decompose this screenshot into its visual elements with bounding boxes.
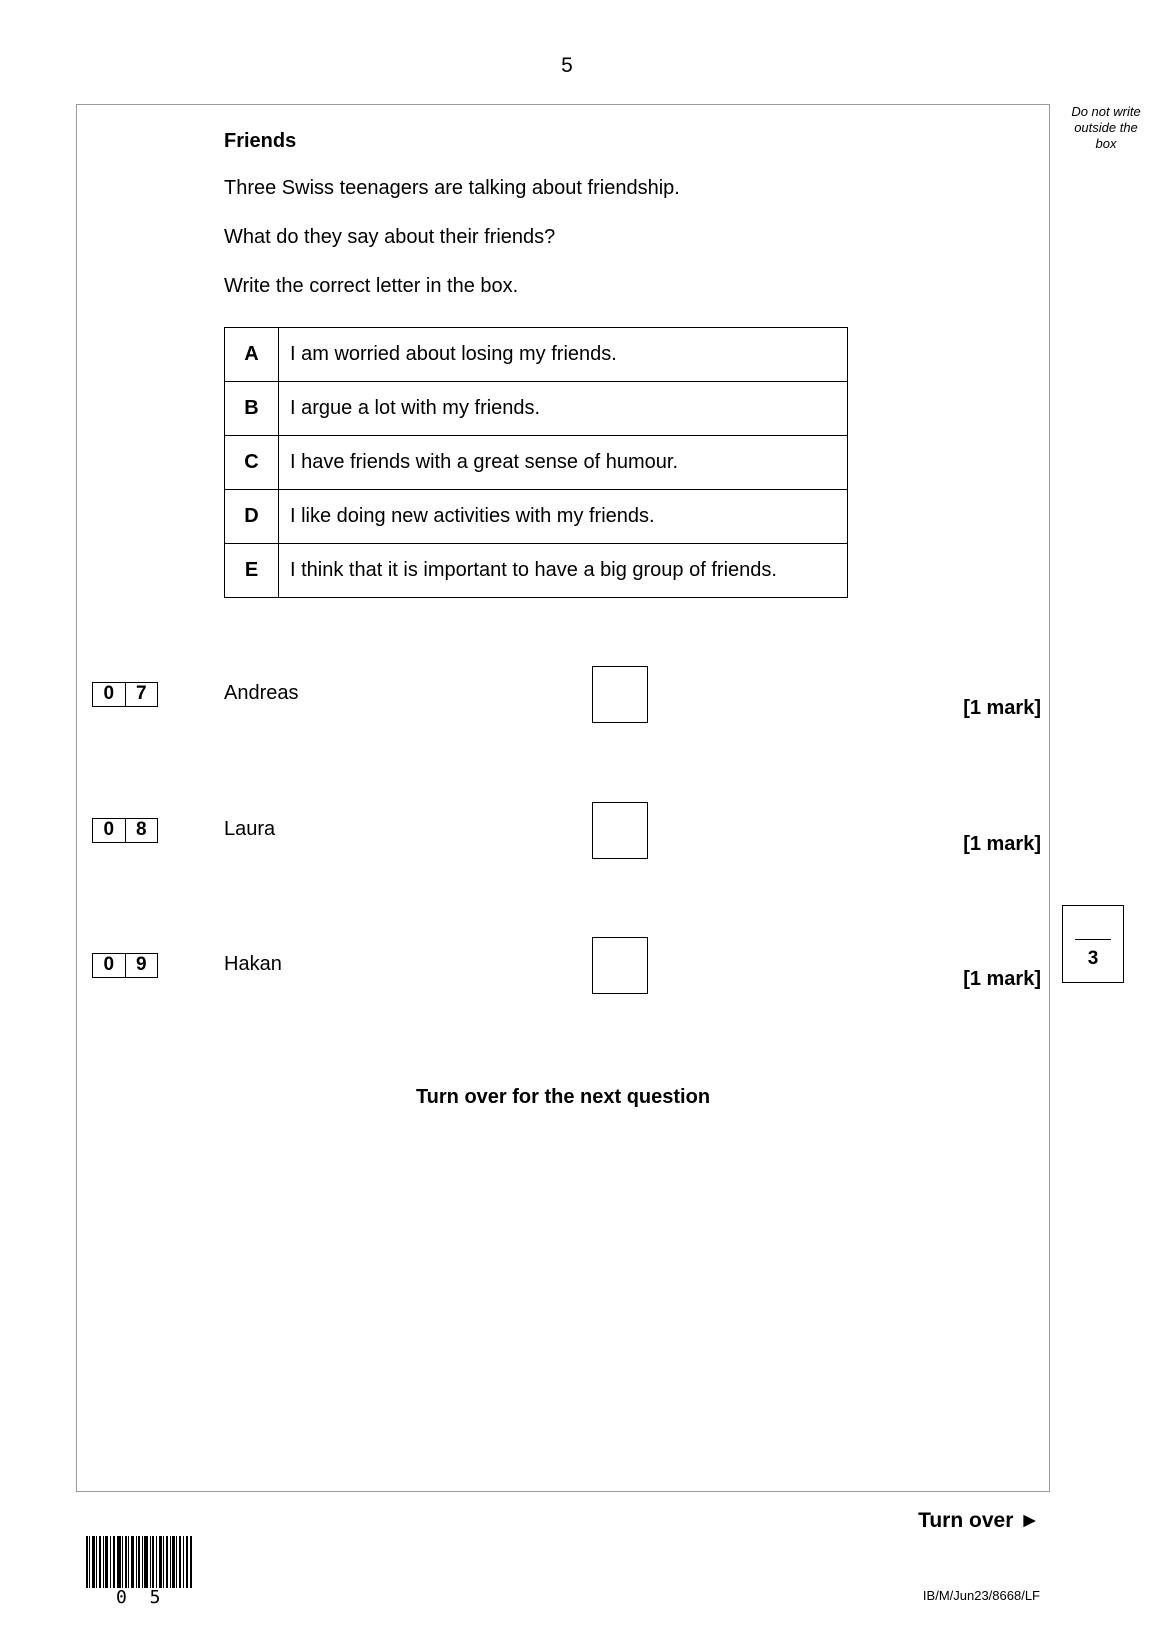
intro-text: Three Swiss teenagers are talking about friendship. xyxy=(224,177,680,199)
margin-note: Do not write outside the box xyxy=(1071,104,1141,151)
paper-code: IB/M/Jun23/8668/LF xyxy=(922,1588,1040,1603)
option-letter: C xyxy=(225,436,279,490)
option-letter: B xyxy=(225,382,279,436)
question-name-hakan: Hakan xyxy=(224,953,282,975)
option-letter: A xyxy=(225,328,279,382)
turn-over-label: Turn over ► xyxy=(918,1509,1040,1532)
options-table xyxy=(224,327,848,598)
question-number-digit: 7 xyxy=(135,683,147,704)
answer-box-08[interactable] xyxy=(592,802,648,859)
option-row xyxy=(225,544,848,598)
option-text: I argue a lot with my friends. xyxy=(279,382,848,436)
option-text: I like doing new activities with my friends. xyxy=(279,490,848,544)
answer-frame xyxy=(76,104,1050,1492)
question-number-digit: 9 xyxy=(135,954,147,975)
option-row xyxy=(225,490,848,544)
instruction-text: Write the correct letter in the box. xyxy=(224,275,519,297)
option-row xyxy=(225,382,848,436)
turn-over-next-question: Turn over for the next question xyxy=(415,1086,711,1108)
tally-divider xyxy=(1075,939,1111,940)
barcode-icon xyxy=(86,1536,192,1588)
option-row xyxy=(225,436,848,490)
question-name-andreas: Andreas xyxy=(224,682,299,704)
option-text: I have friends with a great sense of humour. xyxy=(279,436,848,490)
option-letter: D xyxy=(225,490,279,544)
answer-box-07[interactable] xyxy=(592,666,648,723)
question-name-laura: Laura xyxy=(224,818,276,840)
option-text: I am worried about losing my friends. xyxy=(279,328,848,382)
total-marks: 3 xyxy=(1087,948,1099,969)
question-number-digit: 0 xyxy=(93,819,126,842)
mark-label: [1 mark] xyxy=(963,697,1041,719)
question-number-09 xyxy=(92,953,158,978)
question-number-08 xyxy=(92,818,158,843)
barcode-number: 0 5 xyxy=(116,1587,167,1608)
mark-label: [1 mark] xyxy=(963,833,1041,855)
question-text: What do they say about their friends? xyxy=(224,226,556,248)
question-number-digit: 0 xyxy=(93,954,126,977)
option-row xyxy=(225,328,848,382)
mark-label: [1 mark] xyxy=(963,968,1041,990)
section-title: Friends xyxy=(224,130,297,152)
total-marks-box xyxy=(1062,905,1124,983)
question-number-digit: 0 xyxy=(93,683,126,706)
option-letter: E xyxy=(225,544,279,598)
page-number: 5 xyxy=(561,54,573,77)
option-text: I think that it is important to have a big group of friends. xyxy=(279,544,848,598)
question-number-digit: 8 xyxy=(135,819,147,840)
answer-box-09[interactable] xyxy=(592,937,648,994)
question-number-07 xyxy=(92,682,158,707)
